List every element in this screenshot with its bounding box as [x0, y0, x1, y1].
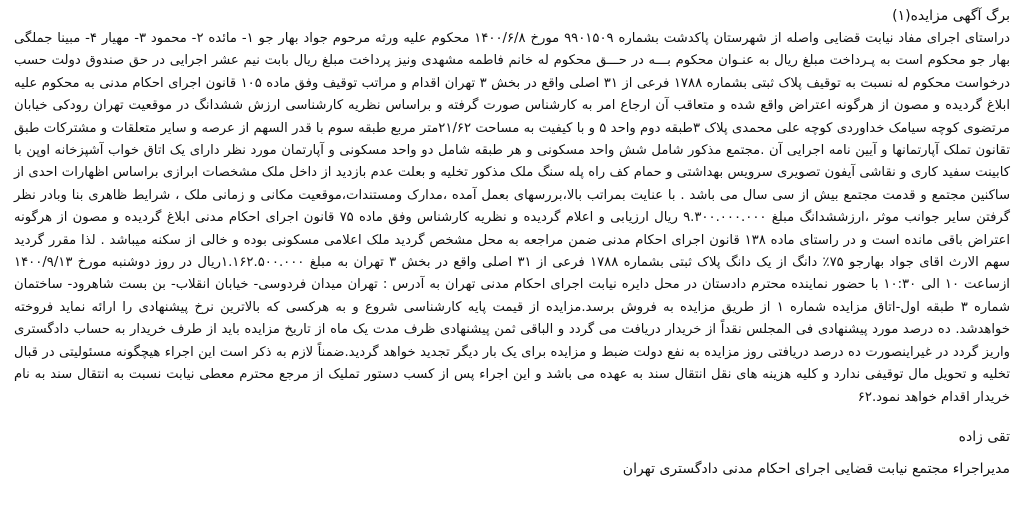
notice-title: برگ آگهی مزایده(۱)	[892, 8, 1010, 24]
signer-name: تقی زاده	[958, 428, 1010, 445]
issuing-office: مدیراجراء مجتمع نیابت قضایی اجرای احکام مدنی دادگستری تهران	[622, 460, 1010, 477]
notice-body: دراستای اجرای مفاد نیابت قضایی واصله از شهرستان پاکدشت بشماره ۹۹۰۱۵۰۹ مورخ ۱۴۰۰/۶/۸ محکوم علیه ورثه مرحوم جواد بهار جو ۱- مائده ۲- محمود ۳- مهیار ۴- مبینا جملگی بهار جو محکوم است به پـرداخت مبلغ ریال به عنـوان محکوم بـــه در حـــق محکوم له خانم فاطمه مشهدی ونیز پرداخت مبلغ ریال بابت نیم عشر اجرایی در حق صندوق دولت حسب درخواست محکوم له نسبت به توقیف پلاک ثبتی بشماره ۱۷۸۸ فرعی از ۳۱ اصلی واقع در بخش ۳ تهران اقدام و مراتب توقیف وفق ماده ۱۰۵ قانون اجرای احکام مدنی به محکوم علیه ابلاغ گردیده و مصون از هرگونه اعتراض واقع شده و متعاقب آن ارجاع امر به کارشناس صورت گرفته و براساس نظریه کارشناسی ارزش ششدانگ در موقعیت تهران رودکی خیابان مرتضوی کوچه سیامک خداوردی کوچه علی محمدی پلاک ۳طبقه دوم واحد ۵ و با کیفیت به مساحت ۲۱/۶۲متر مربع طبقه سوم با قدر السهم از عرصه و سایر متعلقات و مشترکات طبق تقانون تملک آپارتمانها و آیین نامه اجرایی آن .مجتمع مذکور شامل شش واحد مسکونی و هر طبقه شامل دو واحد مسکونی و آپارتمان مورد نظر دارای یک اتاق خواب آشپزخانه اوپن با کابینت سفید کاری و نقاشی آیفون تصویری سرویس بهداشتی و حمام کف راه پله سنگ ملک مذکور تخلیه و بعلت عدم بازدید از داخل ملک مشخصات ابرازی براساس اظهارات احدی از ساکنین مجتمع و قدمت مجتمع بیش از سی سال می باشد . با عنایت بمراتب بالا،بررسهای بعمل آمده ،مدارک ومستندات،موقعیت مکانی و زمانی ملک ، شرایط ظاهری بنا وبادر نظر گرفتن سایر جوانب موثر ،ارزششدانگ مبلغ ۹.۳۰۰.۰۰۰.۰۰۰ ریال ارزیابی و اعلام گردیده و نظریه کارشناس وفق ماده ۷۵ قانون اجرای احکام مدنی ابلاغ گردیده و مصون از هرگونه اعتراض باقی مانده است و در راستای ماده ۱۳۸ قانون اجرای احکام مدنی ضمن مراجعه به محل مشخص گردید ملک اعلامی مسکونی بوده و خالی از سکنه میباشد . لذا مقرر گردید سهم الارث اقای جواد بهارجو ۷۵٪ دانگ از یک دانگ پلاک ثبتی بشماره ۱۷۸۸ فرعی از ۳۱ اصلی واقع در بخش ۳ تهران به مبلغ ۱.۱۶۲.۵۰۰.۰۰۰ریال در روز دوشنبه مورخ ۱۴۰۰/۹/۱۳ ازساعت ۱۰ الی ۱۰:۳۰ با حضور نماینده محترم دادستان در محل دایره نیابت اجرای احکام مدنی تهران به آدرس : تهران میدان فردوسی- خیابان انقلاب- بن بست شاهرود- ساختمان شماره ۳ طبقه اول-اتاق مزایده شماره ۱ از طریق مزایده به فروش برسد.مزایده از قیمت پایه کارشناسی شروع و به هرکسی که بالاترین نرخ پیشنهادی را ارائه نماید فروخته خواهدشد. ده درصد مورد پیشنهادی فی المجلس نقداً از خریدار دریافت می گردد و الباقی ثمن پیشنهادی ظرف مدت یک ماه از تاریخ مزایده باید از طرف خریدار به حساب دادگستری واریز گردد در غیراینصورت ده درصد دریافتی روز مزایده به نفع دولت ضبط و مزایده برای یک بار دیگر تجدید خواهد گردید.ضمناً لازم به ذکر است این اجراء هیچگونه مسئولیتی در قبال تخلیه و تحویل مال توقیفی ندارد و کلیه هزینه های نقل انتقال سند به عهده می باشد و این اجراء پس از کسب دستور تملیک از مرجع محترم معطی نیابت نسبت به انتقال سند به نام خریدار اقدام خواهد نمود.۶۲	[14, 31, 1010, 405]
